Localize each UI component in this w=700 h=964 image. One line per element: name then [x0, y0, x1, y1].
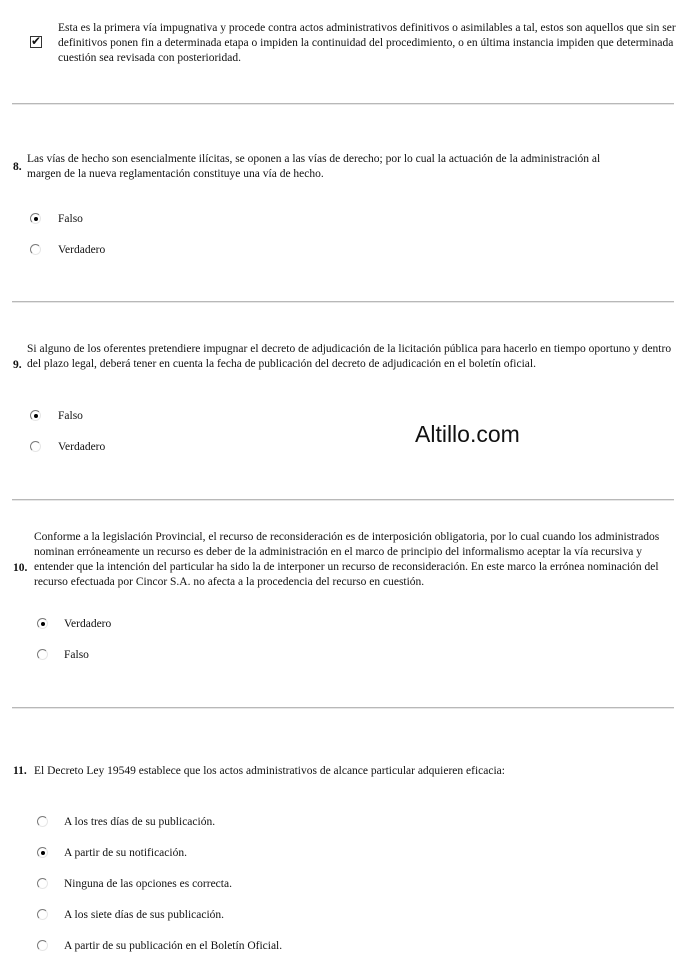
- q10-option-verdadero-label: Verdadero: [64, 618, 112, 630]
- question-9-number: 9.: [13, 359, 22, 371]
- q11-option-2-radio[interactable]: [37, 847, 48, 858]
- q11-option-5-label: A partir de su publicación en el Boletín Oficial.: [64, 940, 283, 952]
- question-8-number: 8.: [13, 161, 22, 173]
- question-9-text: Si alguno de los oferentes pretendiere impugnar el decreto de adjudicación de la licitación pública para hacerlo en tiempo oportuno y dentro del plazo legal, deberá tener en cuenta la fecha de publicación del decreto de adjudicación en el boletín oficial.: [27, 343, 672, 370]
- question-10-text: Conforme a la legislación Provincial, el recurso de reconsideración es de interposición obligatoria, por lo cual cuando los administrados nominan erróneamente un recurso es deber de la administración en el marco de principio del informalismo aceptar la vía recursiva y entender que la intención del particular ha sido la de interponer un recurso de reconsideración. En este marco la errónea nominación del recurso efectuada por Cincor S.A. no afecta a la procedencia del recurso en cuestión.: [34, 531, 660, 588]
- separator-2: [12, 301, 674, 303]
- q9-option-verdadero-radio[interactable]: [30, 441, 41, 452]
- q11-option-3-label: Ninguna de las opciones es correcta.: [64, 878, 232, 890]
- q11-option-4-radio[interactable]: [37, 909, 48, 920]
- separator-3: [12, 499, 674, 501]
- question-11-number: 11.: [13, 765, 27, 777]
- top-block-text: Esta es la primera vía impugnativa y procede contra actos administrativos definitivos o asimilables a tal, estos son aquellos que sin ser definitivos ponen fin a determinada etapa o impiden la continuidad del procedimiento, o en última instancia impiden que determinada cuestión sea revisada con posterioridad.: [58, 22, 676, 64]
- q11-option-1-label: A los tres días de su publicación.: [64, 816, 216, 828]
- q9-option-falso-radio[interactable]: [30, 410, 41, 421]
- question-11-text: El Decreto Ley 19549 establece que los actos administrativos de alcance particular adquieren eficacia:: [34, 765, 505, 777]
- radio-selected-dot: [41, 851, 45, 855]
- q10-option-verdadero-radio[interactable]: [37, 618, 48, 629]
- q8-option-verdadero-label: Verdadero: [58, 244, 106, 256]
- q8-option-falso-label: Falso: [58, 213, 83, 225]
- q8-option-falso-radio[interactable]: [30, 213, 41, 224]
- q10-option-falso-label: Falso: [64, 649, 89, 661]
- separator-4: [12, 707, 674, 709]
- q10-option-falso-radio[interactable]: [37, 649, 48, 660]
- q11-option-2-label: A partir de su notificación.: [64, 847, 187, 859]
- checkmark-icon: ✔: [31, 34, 42, 48]
- separator-1: [12, 103, 674, 105]
- q11-option-3-radio[interactable]: [37, 878, 48, 889]
- q11-option-1-radio[interactable]: [37, 816, 48, 827]
- watermark-text: Altillo.com: [415, 421, 520, 447]
- radio-selected-dot: [34, 414, 38, 418]
- q11-option-5-radio[interactable]: [37, 940, 48, 951]
- answer-checkbox[interactable]: [30, 36, 42, 48]
- q9-option-verdadero-label: Verdadero: [58, 441, 106, 453]
- radio-selected-dot: [41, 622, 45, 626]
- radio-selected-dot: [34, 217, 38, 221]
- question-8-text: Las vías de hecho son esencialmente ilícitas, se oponen a las vías de derecho; por lo cual la actuación de la administración al margen de la nueva reglamentación constituye una vía de hecho.: [27, 153, 601, 180]
- question-10-number: 10.: [13, 562, 28, 574]
- q9-option-falso-label: Falso: [58, 410, 83, 422]
- q8-option-verdadero-radio[interactable]: [30, 244, 41, 255]
- q11-option-4-label: A los siete días de sus publicación.: [64, 909, 225, 921]
